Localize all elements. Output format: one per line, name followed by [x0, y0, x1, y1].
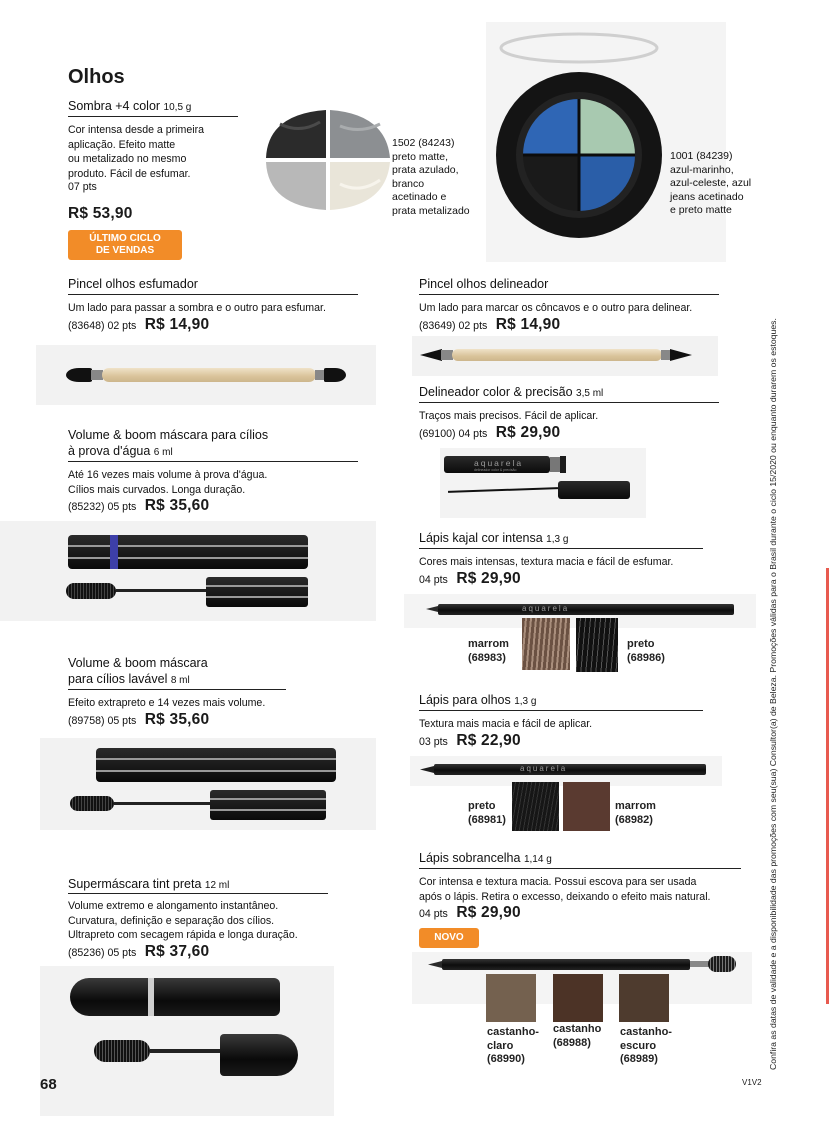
shade-1001: [670, 150, 780, 218]
divider: [68, 116, 238, 117]
divider: [68, 461, 358, 462]
desc-line: aplicação. Efeito matte: [68, 138, 176, 151]
divider: [419, 710, 703, 711]
section-title: Olhos: [68, 66, 125, 88]
brand-label: aquarela: [474, 458, 524, 468]
product-code: (89758) 05 pts: [68, 715, 137, 727]
kajal-shade-marrom: [468, 638, 509, 665]
supermascara-image: [40, 966, 334, 1116]
divider: [419, 548, 703, 549]
product-name-line: para cílios lavável: [68, 672, 168, 686]
product-description: Textura mais macia e fácil de aplicar.: [419, 718, 593, 730]
brow-shade-castanho: [553, 1023, 601, 1050]
product-code: (83649) 02 pts: [419, 320, 488, 332]
shade-name: preto: [468, 800, 496, 812]
eye-pencil-swatch-marrom: [563, 782, 610, 831]
product-code: 04 pts: [419, 908, 448, 920]
shade-ref: (68988): [553, 1036, 591, 1049]
brand-subtitle: delineador color & precisão: [474, 468, 517, 472]
product-price: R$ 29,90: [456, 570, 521, 587]
shade-name: castanho: [553, 1023, 602, 1035]
product-price: R$ 29,90: [495, 424, 561, 441]
desc-line: Cílios mais curvados. Longa duração.: [68, 483, 246, 496]
product-size: 10,5 g: [163, 102, 192, 113]
product-name-text: Supermáscara tint preta: [68, 877, 202, 891]
product-description: [68, 899, 298, 943]
product-code: 04 pts: [419, 574, 448, 586]
last-cycle-badge: [68, 230, 182, 260]
kajal-swatch-preto: [576, 618, 618, 672]
shade-line: azul-celeste, azul: [670, 177, 752, 189]
product-description: Traços mais precisos. Fácil de aplicar.: [419, 410, 599, 422]
shade-ref: (68990): [487, 1053, 525, 1065]
shade-line: acetinado e: [392, 191, 447, 203]
product-name-lapis-olhos: [419, 692, 536, 710]
brow-swatch-castanho-claro: [486, 974, 536, 1022]
product-code: (69100) 04 pts: [419, 428, 488, 440]
product-code-price: [68, 943, 209, 961]
product-name-kajal: [419, 530, 568, 548]
shade-line: e preto matte: [670, 204, 732, 216]
product-code-price: [419, 316, 560, 334]
shade-name: claro: [487, 1039, 514, 1052]
shade-ref: (68982): [615, 813, 653, 826]
product-code-price: [419, 570, 521, 588]
product-price: R$ 14,90: [144, 316, 210, 333]
product-code-price: [68, 711, 209, 729]
shade-name: escuro: [620, 1039, 657, 1052]
shade-name: marrom: [615, 800, 656, 812]
product-points: 07 pts: [68, 181, 97, 193]
product-name-text: Delineador color & precisão: [419, 385, 573, 399]
eyeshadow-compact-image: [486, 22, 726, 262]
divider: [68, 893, 328, 894]
shade-ref: (68989): [620, 1053, 658, 1065]
product-code-price: [419, 732, 521, 750]
shade-line: preto matte,: [392, 150, 449, 163]
eye-pencil-shade-preto: [468, 800, 506, 827]
liquid-liner-image: [440, 448, 646, 518]
desc-line: Curvatura, definição e separação dos cílios.: [68, 914, 275, 927]
badge-line: ÚLTIMO CICLO: [89, 233, 161, 244]
eye-pencil-shade-marrom: [615, 800, 656, 827]
product-code-price: [68, 497, 209, 515]
shade-ref: (84239): [696, 150, 733, 162]
shade-ref: (84243): [418, 137, 455, 149]
product-price: R$ 37,60: [144, 943, 210, 960]
desc-line: ou metalizado no mesmo: [68, 153, 187, 165]
product-size: 1,3 g: [546, 534, 569, 545]
shade-line: branco: [392, 177, 425, 190]
product-name-text: Lápis sobrancelha: [419, 851, 521, 865]
product-code-price: [419, 424, 560, 442]
shade-line: prata azulado,: [392, 164, 459, 176]
brow-shade-castanho-claro: [487, 1026, 539, 1067]
product-name-delineador: [419, 384, 603, 402]
product-code: (85232) 05 pts: [68, 501, 137, 513]
product-price: R$ 35,60: [144, 711, 210, 728]
product-size: 1,3 g: [514, 696, 537, 707]
brand-label: aquarela: [520, 764, 568, 773]
kajal-swatch-marrom: [522, 618, 570, 670]
product-description: [68, 123, 238, 195]
product-code-price: [419, 904, 521, 922]
brow-shade-castanho-escuro: [620, 1026, 672, 1067]
product-description: [68, 468, 267, 497]
desc-line: Ultrapreto com secagem rápida e longa duração.: [68, 929, 298, 941]
product-size: 12 ml: [204, 880, 230, 891]
product-code: (85236) 05 pts: [68, 947, 137, 959]
product-size: 3,5 ml: [576, 388, 604, 399]
legal-notice: Confira as datas de validade e a disponibilidade das promoções com seu(sua) Consultor(a) de Beleza. Promoções válidas para o Brasil durante o ciclo 15/2020 ou enquanto durarem os estoques.: [768, 318, 778, 1070]
shade-ref: (68981): [468, 813, 506, 826]
badge-line: DE VENDAS: [95, 245, 155, 256]
desc-line: Volume extremo e alongamento instantâneo.: [68, 900, 279, 912]
shade-code: 1502: [392, 137, 416, 149]
product-description: Um lado para marcar os côncavos e o outro para delinear.: [419, 302, 693, 314]
shade-name: preto: [627, 638, 655, 650]
product-name-line: Volume & boom máscara para cílios: [68, 428, 269, 442]
mascara-waterproof-image: [0, 521, 376, 621]
shade-code: 1001: [670, 150, 694, 162]
eyeshadow-quad-image: [260, 104, 396, 216]
eye-pencil-swatch-preto: [512, 782, 559, 831]
product-price: R$ 22,90: [456, 732, 521, 749]
shade-ref: (68986): [627, 651, 665, 664]
product-size: 8 ml: [170, 675, 190, 686]
product-name-mascara-prova: [68, 427, 268, 461]
shade-name: marrom: [468, 638, 509, 650]
brush-esfumador-image: [36, 345, 376, 405]
divider: [68, 689, 286, 690]
product-name-pincel-esfumador: Pincel olhos esfumador: [68, 277, 198, 291]
kajal-shade-preto: [627, 638, 665, 665]
page-number: 68: [40, 1076, 57, 1093]
desc-line: Cor intensa desde a primeira: [68, 124, 205, 136]
desc-line: após o lápis. Retira o excesso, deixando o efeito mais natural.: [419, 890, 711, 903]
product-price: R$ 29,90: [456, 904, 521, 921]
product-name-line: Volume & boom máscara: [68, 656, 208, 670]
product-price: R$ 35,60: [144, 497, 210, 514]
mascara-washable-image: [40, 738, 376, 830]
desc-line: produto. Fácil de esfumar.: [68, 167, 191, 180]
product-price: R$ 14,90: [495, 316, 561, 333]
divider: [419, 294, 719, 295]
divider: [419, 402, 719, 403]
shade-ref: (68983): [468, 651, 506, 664]
new-badge: NOVO: [419, 928, 479, 948]
product-name-line: à prova d'água: [68, 444, 151, 458]
product-name-supermascara: [68, 876, 229, 894]
brush-delineador-image: [412, 336, 718, 376]
shade-line: prata metalizado: [392, 204, 470, 217]
desc-line: Até 16 vezes mais volume à prova d'água.: [68, 469, 268, 481]
product-description: Efeito extrapreto e 14 vezes mais volume.: [68, 697, 266, 709]
product-name-sombra: [68, 98, 191, 116]
desc-line: Cor intensa e textura macia. Possui escova para ser usada: [419, 876, 697, 888]
divider: [68, 294, 358, 295]
product-description: [419, 875, 711, 904]
product-description: Cores mais intensas, textura macia e fácil de esfumar.: [419, 556, 674, 568]
shade-line: azul-marinho,: [670, 163, 734, 176]
brand-label: aquarela: [522, 604, 570, 613]
product-name-sobrancelha: [419, 850, 552, 868]
product-name-text: Lápis kajal cor intensa: [419, 531, 543, 545]
shade-1502: [392, 137, 492, 218]
brow-swatch-castanho-escuro: [619, 974, 669, 1022]
product-name-text: Lápis para olhos: [419, 693, 511, 707]
shade-line: jeans acetinado: [670, 190, 744, 203]
product-description: Um lado para passar a sombra e o outro para esfumar.: [68, 302, 326, 314]
product-name-pincel-delineador: Pincel olhos delineador: [419, 277, 549, 291]
product-size: 6 ml: [153, 447, 173, 458]
page-code: V1V2: [742, 1078, 762, 1087]
shade-name: castanho-: [620, 1026, 672, 1038]
shade-name: castanho-: [487, 1026, 539, 1038]
brow-swatch-castanho: [553, 974, 603, 1022]
product-size: 1,14 g: [523, 854, 552, 865]
divider: [419, 868, 741, 869]
product-name-mascara-lavavel: [68, 655, 208, 689]
product-code: 03 pts: [419, 736, 448, 748]
product-name-text: Sombra +4 color: [68, 99, 161, 113]
product-code-price: [68, 316, 209, 334]
product-code: (83648) 02 pts: [68, 320, 137, 332]
product-price: R$ 53,90: [68, 205, 133, 222]
